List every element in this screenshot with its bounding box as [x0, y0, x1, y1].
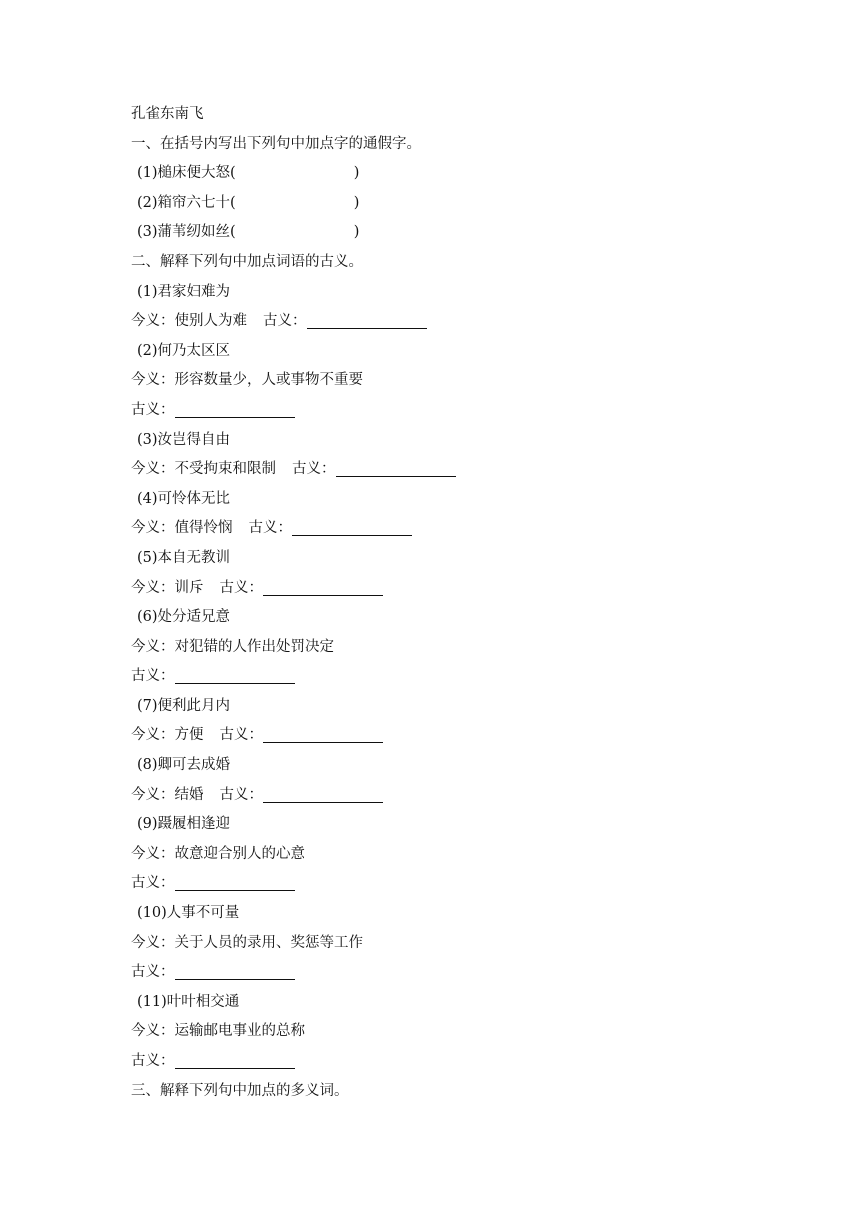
modern-meaning: 今义：使别人为难 [131, 313, 247, 330]
ancient-label: 古义： [131, 401, 175, 418]
answer-blank[interactable] [263, 724, 383, 743]
close-paren: ) [353, 165, 360, 182]
ancient-label: 古义： [263, 313, 307, 330]
sentence-line: (4)可怜体无比 [137, 490, 231, 507]
sentence-line: (7)便利此月内 [137, 697, 231, 714]
sentence-line: (9)蹑履相逢迎 [137, 816, 231, 833]
sentence-line: (2)何乃太区区 [137, 342, 231, 359]
sentence-line: (5)本自无教训 [137, 549, 231, 566]
answer-blank[interactable] [263, 784, 383, 803]
meaning-line [131, 662, 731, 692]
section1-heading: 一、在括号内写出下列句中加点字的通假字。 [131, 135, 421, 152]
modern-meaning: 今义：方便 [131, 727, 204, 744]
ancient-label: 古义： [131, 964, 175, 981]
answer-blank[interactable] [175, 961, 295, 980]
sentence-line: (1)君家妇难为 [137, 283, 231, 300]
meaning-line [131, 958, 731, 988]
meaning-line [131, 514, 731, 544]
close-paren: ) [353, 194, 360, 211]
modern-meaning: 今义：关于人员的录用、奖惩等工作 [131, 934, 363, 951]
modern-meaning: 今义：形容数量少，人或事物不重要 [131, 372, 363, 389]
item-text: (2)箱帘六七十( [137, 194, 236, 211]
ancient-label: 古义： [131, 668, 175, 685]
ancient-label: 古义： [131, 875, 175, 892]
modern-meaning: 今义：不受拘束和限制 [131, 461, 276, 478]
ancient-label: 古义： [219, 786, 263, 803]
answer-blank[interactable] [263, 577, 383, 596]
meaning-line [131, 781, 731, 811]
answer-blank[interactable] [175, 872, 295, 891]
modern-meaning: 今义：运输邮电事业的总称 [131, 1023, 305, 1040]
modern-meaning: 今义：对犯错的人作出处罚决定 [131, 638, 334, 655]
section2-heading: 二、解释下列句中加点词语的古义。 [131, 253, 363, 270]
item-text: (1)槌床便大怒( [137, 165, 236, 182]
modern-meaning: 今义：结婚 [131, 786, 204, 803]
ancient-label: 古义： [292, 461, 336, 478]
meaning-line [131, 869, 731, 899]
ancient-label: 古义： [219, 579, 263, 596]
meaning-line [131, 721, 731, 751]
sentence-line: (8)卿可去成婚 [137, 757, 231, 774]
ancient-label: 古义： [248, 520, 292, 537]
close-paren: ) [353, 224, 360, 241]
answer-blank[interactable] [307, 310, 427, 329]
item-text: (3)蒲苇纫如丝( [137, 224, 236, 241]
meaning-line [131, 1047, 731, 1077]
meaning-line [131, 396, 731, 426]
modern-meaning: 今义：故意迎合别人的心意 [131, 845, 305, 862]
answer-blank[interactable] [175, 1050, 295, 1069]
section1-item [131, 189, 731, 219]
sentence-line: (11)叶叶相交通 [137, 993, 240, 1010]
answer-blank[interactable] [336, 458, 456, 477]
ancient-label: 古义： [219, 727, 263, 744]
document-title: 孔雀东南飞 [131, 106, 204, 122]
document-content [131, 100, 731, 1106]
meaning-line [131, 574, 731, 604]
answer-blank[interactable] [175, 665, 295, 684]
answer-blank[interactable] [292, 517, 412, 536]
section1-item [131, 218, 731, 248]
modern-meaning: 今义：值得怜悯 [131, 520, 233, 537]
modern-meaning: 今义：训斥 [131, 579, 204, 596]
ancient-label: 古义： [131, 1053, 175, 1069]
sentence-line: (3)汝岂得自由 [137, 431, 231, 448]
section3-heading: 三、解释下列句中加点的多义词。 [131, 1082, 349, 1099]
sentence-line: (10)人事不可量 [137, 905, 240, 922]
section1-item [131, 159, 731, 189]
sentence-line: (6)处分适兄意 [137, 609, 231, 626]
answer-blank[interactable] [175, 399, 295, 418]
meaning-line [131, 307, 731, 337]
meaning-line [131, 455, 731, 485]
